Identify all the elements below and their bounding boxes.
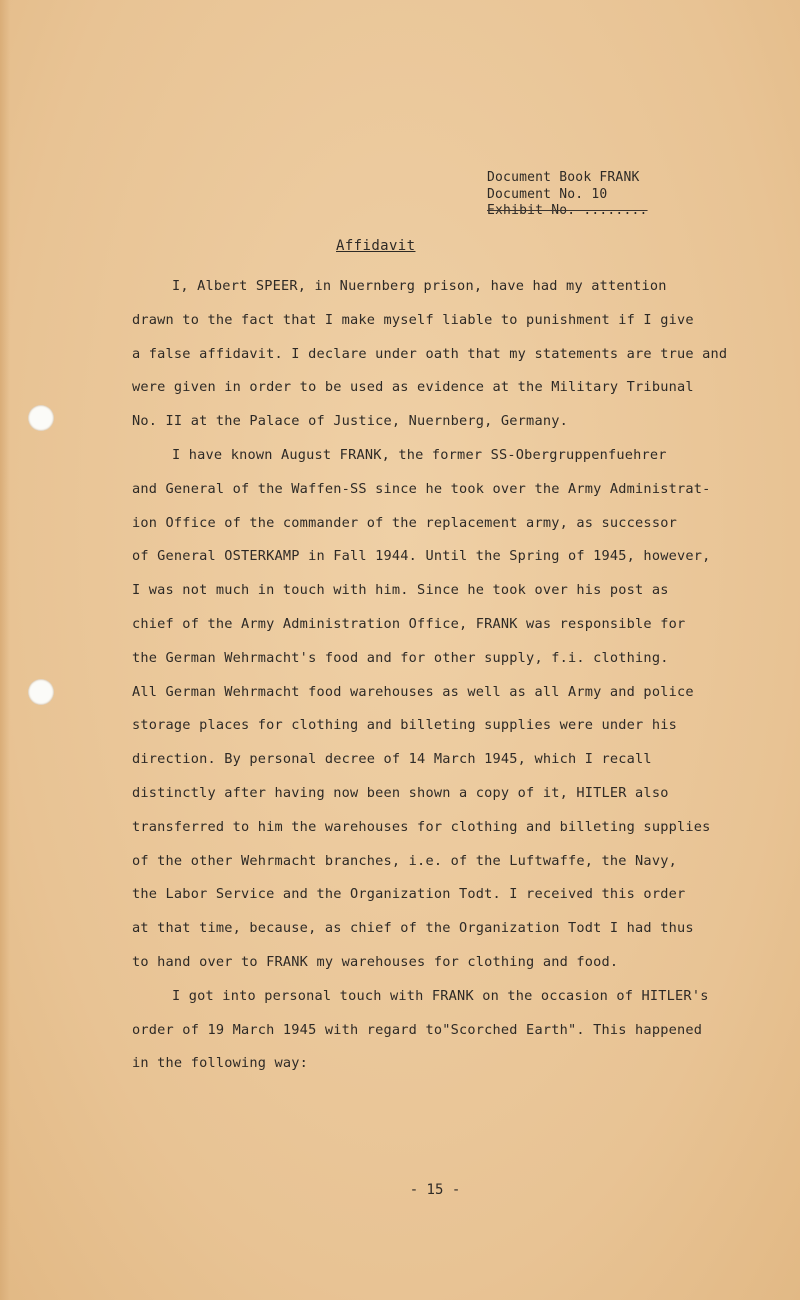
punch-hole — [28, 405, 54, 431]
document-number-label: Document No. 10 — [487, 186, 608, 202]
document-reference-block — [487, 170, 648, 220]
text-line: transferred to him the warehouses for clothing and billeting supplies — [132, 818, 711, 835]
text-line: to hand over to FRANK my warehouses for clothing and food. — [132, 953, 619, 970]
document-title: Affidavit — [336, 238, 416, 254]
page-number: - 15 - — [409, 1182, 461, 1198]
document-book-label: Document Book FRANK — [487, 170, 640, 185]
text-line: the German Wehrmacht's food and for other supply, f.i. clothing. — [132, 649, 669, 666]
text-line: I got into personal touch with FRANK on the occasion of HITLER's — [172, 987, 709, 1004]
exhibit-number-label: Exhibit No. ........ — [487, 203, 648, 218]
text-line: direction. By personal decree of 14 March 1945, which I recall — [132, 751, 652, 768]
text-line: All German Wehrmacht food warehouses as well as all Army and police — [132, 683, 694, 700]
text-line: of General OSTERKAMP in Fall 1944. Until the Spring of 1945, however, — [132, 548, 711, 565]
text-line: order of 19 March 1945 with regard to"Scorched Earth". This happened — [132, 1021, 703, 1038]
text-line: at that time, because, as chief of the Organization Todt I had thus — [132, 920, 694, 937]
text-line: drawn to the fact that I make myself liable to punishment if I give — [132, 311, 694, 328]
text-line: I was not much in touch with him. Since he took over his post as — [132, 582, 669, 599]
text-line: of the other Wehrmacht branches, i.e. of the Luftwaffe, the Navy, — [132, 852, 677, 869]
text-line: No. II at the Palace of Justice, Nuernberg, Germany. — [132, 413, 568, 430]
punch-hole — [28, 679, 54, 705]
affidavit-body — [132, 270, 752, 1081]
text-line: I have known August FRANK, the former SS-Obergruppenfuehrer — [172, 446, 667, 463]
text-line: and General of the Waffen-SS since he took over the Army Administrat- — [132, 480, 711, 497]
text-line: distinctly after having now been shown a copy of it, HITLER also — [132, 784, 669, 801]
text-line: in the following way: — [132, 1055, 309, 1072]
text-line: the Labor Service and the Organization Todt. I received this order — [132, 886, 686, 903]
page-edge-shadow — [0, 0, 10, 1300]
text-line: were given in order to be used as evidence at the Military Tribunal — [132, 379, 694, 396]
text-line: storage places for clothing and billeting supplies were under his — [132, 717, 677, 734]
text-line: a false affidavit. I declare under oath that my statements are true and — [132, 345, 728, 362]
text-line: ion Office of the commander of the replacement army, as successor — [132, 514, 677, 531]
text-line: chief of the Army Administration Office, FRANK was responsible for — [132, 615, 686, 632]
text-line: I, Albert SPEER, in Nuernberg prison, have had my attention — [172, 278, 667, 294]
